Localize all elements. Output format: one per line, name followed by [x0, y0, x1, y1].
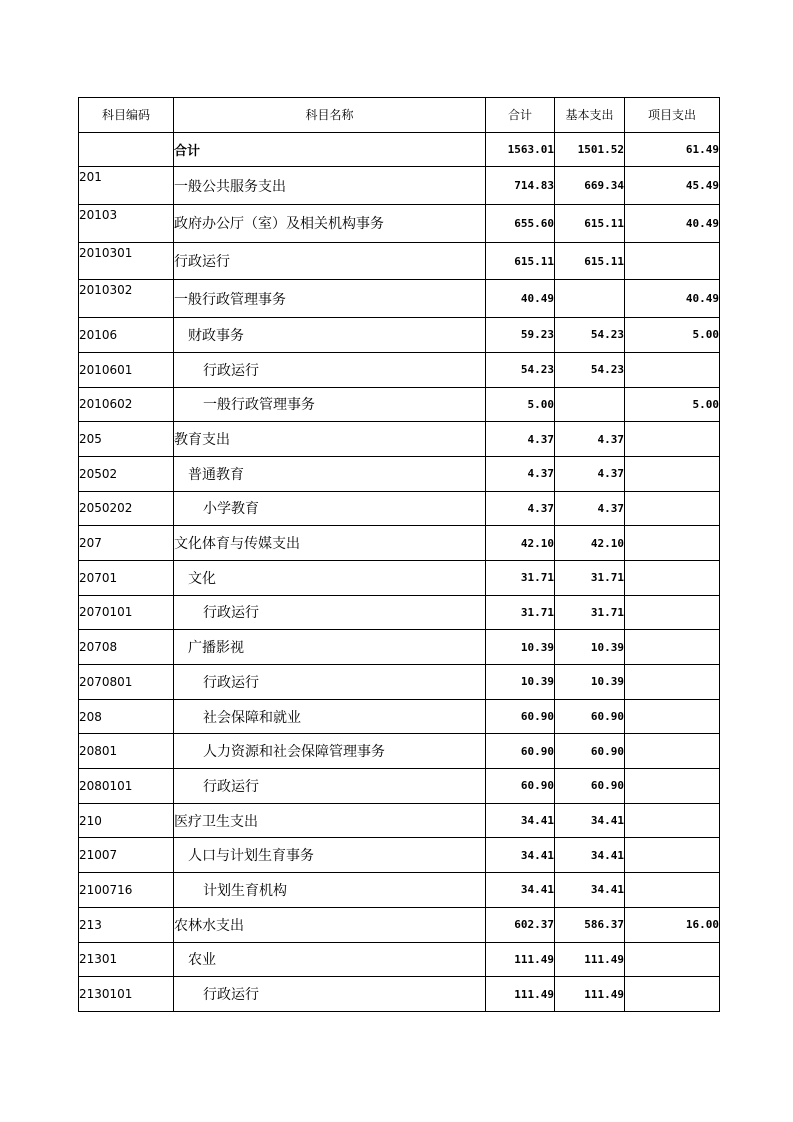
row-basic: 31.71 — [555, 595, 625, 630]
row-basic: 4.37 — [555, 491, 625, 526]
row-basic: 60.90 — [555, 734, 625, 769]
row-total: 714.83 — [486, 167, 555, 205]
row-basic: 34.41 — [555, 803, 625, 838]
table-row — [79, 942, 720, 977]
row-name: 医疗卫生支出 — [174, 803, 486, 838]
row-project — [625, 977, 720, 1012]
row-basic: 34.41 — [555, 873, 625, 908]
row-total: 602.37 — [486, 907, 555, 942]
row-name: 行政运行 — [174, 665, 486, 700]
row-total: 59.23 — [486, 318, 555, 353]
row-code: 210 — [79, 803, 174, 838]
row-code: 20701 — [79, 560, 174, 595]
table-row — [79, 595, 720, 630]
row-project — [625, 422, 720, 457]
row-total: 34.41 — [486, 803, 555, 838]
row-code: 20708 — [79, 630, 174, 665]
row-name: 农林水支出 — [174, 907, 486, 942]
row-code: 2100716 — [79, 873, 174, 908]
row-total: 10.39 — [486, 630, 555, 665]
row-basic: 111.49 — [555, 942, 625, 977]
row-name: 人口与计划生育事务 — [174, 838, 486, 873]
row-name: 行政运行 — [174, 769, 486, 804]
row-project — [625, 942, 720, 977]
row-project — [625, 560, 720, 595]
row-project — [625, 595, 720, 630]
table-header-row — [79, 98, 720, 133]
row-code: 213 — [79, 907, 174, 942]
header-code: 科目编码 — [79, 98, 174, 133]
row-basic: 60.90 — [555, 699, 625, 734]
row-code: 208 — [79, 699, 174, 734]
row-project: 40.49 — [625, 205, 720, 243]
table-row — [79, 769, 720, 804]
row-project — [625, 242, 720, 280]
row-code: 2010602 — [79, 387, 174, 422]
row-code: 2070801 — [79, 665, 174, 700]
row-project — [625, 803, 720, 838]
row-basic: 1501.52 — [555, 132, 625, 167]
row-total: 4.37 — [486, 456, 555, 491]
row-code: 2010302 — [79, 280, 174, 318]
row-project: 5.00 — [625, 387, 720, 422]
table-row — [79, 456, 720, 491]
table-row — [79, 526, 720, 561]
row-name: 政府办公厅（室）及相关机构事务 — [174, 205, 486, 243]
row-total: 111.49 — [486, 942, 555, 977]
row-code: 2050202 — [79, 491, 174, 526]
row-basic: 4.37 — [555, 422, 625, 457]
table-row — [79, 873, 720, 908]
row-total: 4.37 — [486, 491, 555, 526]
table-row — [79, 242, 720, 280]
table-row — [79, 318, 720, 353]
row-total: 34.41 — [486, 838, 555, 873]
row-total: 10.39 — [486, 665, 555, 700]
row-total: 54.23 — [486, 352, 555, 387]
row-code: 2080101 — [79, 769, 174, 804]
row-name: 行政运行 — [174, 242, 486, 280]
table-row — [79, 387, 720, 422]
row-code: 207 — [79, 526, 174, 561]
table-row — [79, 560, 720, 595]
row-project — [625, 456, 720, 491]
row-project: 61.49 — [625, 132, 720, 167]
row-code: 20103 — [79, 205, 174, 243]
row-code: 20801 — [79, 734, 174, 769]
row-code: 2130101 — [79, 977, 174, 1012]
row-name: 行政运行 — [174, 352, 486, 387]
row-basic: 615.11 — [555, 242, 625, 280]
row-project — [625, 873, 720, 908]
row-basic: 669.34 — [555, 167, 625, 205]
table-row — [79, 205, 720, 243]
row-name: 行政运行 — [174, 595, 486, 630]
row-code: 2010601 — [79, 352, 174, 387]
budget-table — [78, 97, 720, 1012]
row-project — [625, 734, 720, 769]
table-row — [79, 491, 720, 526]
table-row — [79, 699, 720, 734]
row-code: 2070101 — [79, 595, 174, 630]
row-project: 40.49 — [625, 280, 720, 318]
row-total: 5.00 — [486, 387, 555, 422]
row-name: 合计 — [174, 132, 486, 167]
table-row — [79, 665, 720, 700]
table-row-total — [79, 132, 720, 167]
row-code: 205 — [79, 422, 174, 457]
row-total: 4.37 — [486, 422, 555, 457]
row-basic: 60.90 — [555, 769, 625, 804]
row-basic: 615.11 — [555, 205, 625, 243]
header-basic: 基本支出 — [555, 98, 625, 133]
row-name: 小学教育 — [174, 491, 486, 526]
row-total: 40.49 — [486, 280, 555, 318]
table-row — [79, 167, 720, 205]
table-row — [79, 907, 720, 942]
row-basic: 10.39 — [555, 665, 625, 700]
row-name: 行政运行 — [174, 977, 486, 1012]
row-project — [625, 769, 720, 804]
row-basic: 54.23 — [555, 352, 625, 387]
row-name: 广播影视 — [174, 630, 486, 665]
row-name: 普通教育 — [174, 456, 486, 491]
table-row — [79, 280, 720, 318]
row-total: 31.71 — [486, 560, 555, 595]
table-row — [79, 352, 720, 387]
row-project — [625, 630, 720, 665]
row-name: 社会保障和就业 — [174, 699, 486, 734]
row-code: 20502 — [79, 456, 174, 491]
row-basic: 10.39 — [555, 630, 625, 665]
table-row — [79, 630, 720, 665]
row-name: 农业 — [174, 942, 486, 977]
row-project — [625, 665, 720, 700]
row-total: 60.90 — [486, 699, 555, 734]
header-total: 合计 — [486, 98, 555, 133]
table-row — [79, 838, 720, 873]
row-total: 42.10 — [486, 526, 555, 561]
row-project: 5.00 — [625, 318, 720, 353]
row-code: 20106 — [79, 318, 174, 353]
row-basic — [555, 280, 625, 318]
table-row — [79, 977, 720, 1012]
table-row — [79, 803, 720, 838]
table-row — [79, 734, 720, 769]
row-project — [625, 526, 720, 561]
header-project: 项目支出 — [625, 98, 720, 133]
row-total: 655.60 — [486, 205, 555, 243]
row-total: 60.90 — [486, 734, 555, 769]
row-basic: 54.23 — [555, 318, 625, 353]
row-name: 计划生育机构 — [174, 873, 486, 908]
row-code: 21007 — [79, 838, 174, 873]
row-name: 文化体育与传媒支出 — [174, 526, 486, 561]
row-basic: 586.37 — [555, 907, 625, 942]
row-total: 31.71 — [486, 595, 555, 630]
row-basic: 111.49 — [555, 977, 625, 1012]
table-row — [79, 422, 720, 457]
row-total: 60.90 — [486, 769, 555, 804]
row-project — [625, 699, 720, 734]
row-basic: 4.37 — [555, 456, 625, 491]
row-name: 教育支出 — [174, 422, 486, 457]
row-code: 201 — [79, 167, 174, 205]
row-basic: 42.10 — [555, 526, 625, 561]
row-code — [79, 132, 174, 167]
row-basic: 31.71 — [555, 560, 625, 595]
row-total: 1563.01 — [486, 132, 555, 167]
row-name: 人力资源和社会保障管理事务 — [174, 734, 486, 769]
row-project: 45.49 — [625, 167, 720, 205]
row-name: 文化 — [174, 560, 486, 595]
row-name: 一般行政管理事务 — [174, 280, 486, 318]
row-total: 34.41 — [486, 873, 555, 908]
row-total: 111.49 — [486, 977, 555, 1012]
header-name: 科目名称 — [174, 98, 486, 133]
row-project — [625, 491, 720, 526]
row-code: 21301 — [79, 942, 174, 977]
row-name: 财政事务 — [174, 318, 486, 353]
row-basic: 34.41 — [555, 838, 625, 873]
row-basic — [555, 387, 625, 422]
row-project: 16.00 — [625, 907, 720, 942]
row-name: 一般行政管理事务 — [174, 387, 486, 422]
row-project — [625, 838, 720, 873]
row-total: 615.11 — [486, 242, 555, 280]
row-name: 一般公共服务支出 — [174, 167, 486, 205]
row-code: 2010301 — [79, 242, 174, 280]
row-project — [625, 352, 720, 387]
